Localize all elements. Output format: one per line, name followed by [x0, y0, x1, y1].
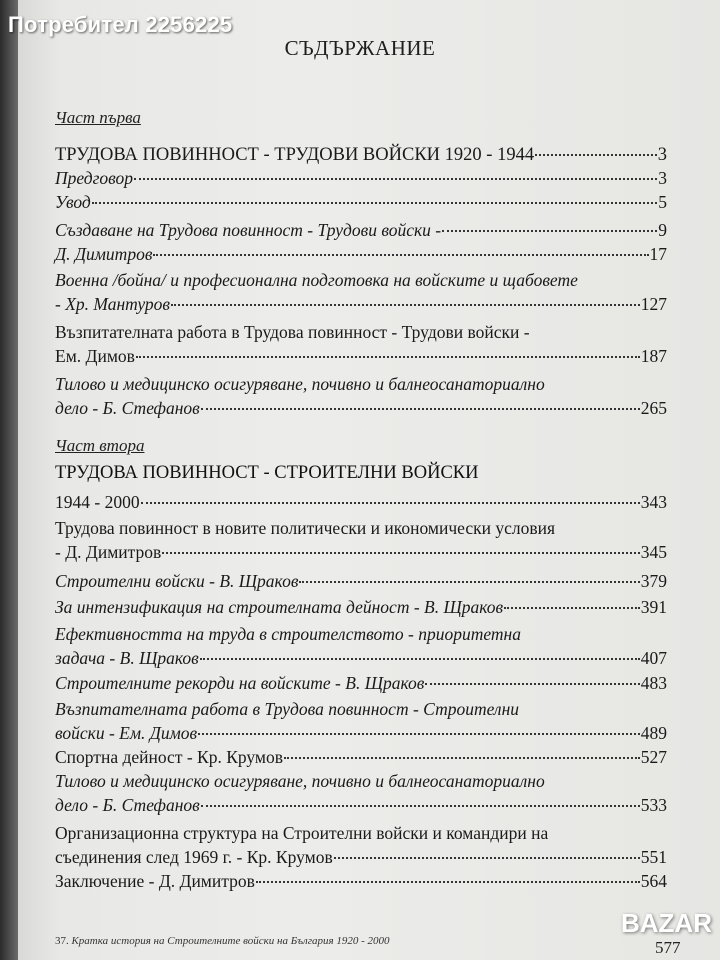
toc-entry-text: Строителни войски - В. Щраков: [55, 571, 299, 591]
toc-entry-text: дело - Б. Стефанов: [55, 795, 200, 815]
toc-line: [55, 396, 667, 420]
toc-line: [55, 242, 667, 266]
toc-entry-text: Предговор: [55, 168, 134, 188]
toc-entry: [55, 745, 667, 769]
toc-entry-text: Ефективността на труда в строителството - приоритетна: [55, 624, 521, 644]
leader-dots: [171, 304, 640, 306]
toc-entry: [55, 490, 667, 514]
toc-entry-text: Създаване на Трудова повинност - Трудови войски -: [55, 220, 442, 240]
toc-page-number: 17: [649, 244, 667, 264]
toc-page-number: 5: [658, 192, 667, 212]
toc-line: [55, 721, 667, 745]
toc-line: [55, 292, 667, 316]
toc-line: [55, 845, 667, 869]
toc-line: [55, 490, 667, 514]
toc-page-number: 533: [640, 795, 667, 815]
toc-entry-text: Строителните рекорди на войските - В. Щраков: [55, 673, 425, 693]
toc-entry-text: Д. Димитров: [55, 244, 153, 264]
toc-page-number: 407: [640, 648, 667, 668]
leader-dots: [201, 805, 640, 807]
leader-dots: [334, 857, 640, 859]
page-footer: 37. Кратка история на Строителните войски на България 1920 - 2000: [55, 935, 390, 947]
leader-dots: [442, 230, 657, 232]
toc-entry: [55, 218, 667, 242]
toc-line: [55, 671, 667, 695]
toc-entry-text: Увод: [55, 192, 91, 212]
toc-line: [55, 372, 667, 396]
toc-entry-text: съединения след 1969 г. - Кр. Крумов: [55, 847, 333, 867]
leader-dots: [284, 757, 640, 759]
leader-dots: [162, 552, 639, 554]
toc-line: [55, 166, 667, 190]
toc-entry-text: 1944 - 2000: [55, 492, 140, 512]
bazar-logo: BAZAR: [621, 908, 712, 938]
leader-dots: [136, 356, 640, 358]
toc-line: [55, 268, 667, 292]
toc-entry: [55, 372, 667, 420]
toc-entry: [55, 697, 667, 745]
toc-entry-text: Тилово и медицинско осигуряване, почивно и балнеосанаториално: [55, 771, 545, 791]
toc-line: [55, 218, 667, 242]
toc-line: [55, 821, 667, 845]
toc-entry-text: Ем. Димов: [55, 346, 135, 366]
toc-entry-text: Тилово и медицинско осигуряване, почивно и балнеосанаториално: [55, 374, 545, 394]
leader-dots: [201, 408, 640, 410]
leader-dots: [425, 683, 639, 685]
part-one-label: Част първа: [55, 108, 141, 127]
toc-entry-text: Възпитателната работа в Трудова повинност - Строителни: [55, 699, 519, 719]
toc-line: [55, 745, 667, 769]
toc-entry-text: Спортна дейност - Кр. Крумов: [55, 747, 284, 767]
toc-line: [55, 646, 667, 670]
toc-entry-text: - Д. Димитров: [55, 542, 162, 562]
toc-page-number: 265: [640, 398, 667, 418]
toc-entry: [55, 869, 667, 893]
leader-dots: [153, 254, 648, 256]
toc-entry-text: задача - В. Щраков: [55, 648, 199, 668]
leader-dots: [92, 202, 658, 204]
toc-entry-text: Организационна структура на Строителни войски и командири на: [55, 823, 549, 843]
toc-page-number: 527: [640, 747, 667, 767]
toc-page-number: 3: [658, 168, 667, 188]
toc-page-number: 187: [640, 346, 667, 366]
leader-dots: [198, 733, 640, 735]
toc-entry: [55, 516, 667, 564]
toc-page-number: 127: [640, 294, 667, 314]
toc-entry: [55, 166, 667, 190]
toc-line: [55, 697, 667, 721]
toc-line: [55, 769, 667, 793]
toc-entry: [55, 769, 667, 817]
toc-entry-text: Трудова повинност в новите политически и икономически условия: [55, 518, 556, 538]
toc-entry: [55, 320, 667, 368]
toc-entry: [55, 821, 667, 869]
part-two-label: Част втора: [55, 436, 145, 455]
toc-page-number: 345: [640, 542, 667, 562]
page-number: 577: [655, 938, 681, 957]
toc-entry-text: дело - Б. Стефанов: [55, 398, 200, 418]
toc-entry: [55, 268, 667, 316]
toc-page-number: 343: [640, 492, 667, 512]
toc-line: [55, 793, 667, 817]
toc-line: [55, 869, 667, 893]
leader-dots: [504, 607, 640, 609]
toc-line: [55, 569, 667, 593]
toc-line: [55, 540, 667, 564]
toc-entry-text: Заключение - Д. Димитров: [55, 871, 255, 891]
toc-entry-text: - Хр. Мантуров: [55, 294, 170, 314]
user-watermark: Потребител 2256225: [8, 12, 233, 37]
toc-entry-text: За интензификация на строителната дейност - В. Щраков: [55, 597, 504, 617]
toc-entry-text: Възпитателната работа в Трудова повинност - Трудови войски -: [55, 322, 530, 342]
toc-line: [55, 622, 667, 646]
toc-page-number: 564: [640, 871, 667, 891]
toc-line: [55, 344, 667, 368]
toc-page-number: 489: [640, 723, 667, 743]
part-one-title: ТРУДОВА ПОВИННОСТ - ТРУДОВИ ВОЙСКИ 1920 - 1944 3: [55, 145, 667, 165]
leader-dots: [299, 581, 639, 583]
toc-page-number: 391: [640, 597, 667, 617]
leader-dots: [141, 502, 640, 504]
toc-line: [55, 190, 667, 214]
toc-entry-text: войски - Ем. Димов: [55, 723, 198, 743]
leader-dots: [134, 178, 657, 180]
toc-page-number: 9: [658, 220, 667, 240]
toc-page-number: 379: [640, 571, 667, 591]
page-title: СЪДЪРЖАНИЕ: [284, 36, 436, 60]
toc-line: [55, 320, 667, 344]
leader-dots: [256, 881, 640, 883]
toc-entry: [55, 569, 667, 593]
toc-entry: [55, 190, 667, 214]
toc-page-number: 483: [640, 673, 667, 693]
toc-entry: [55, 242, 667, 266]
toc-page-number: 551: [640, 847, 667, 867]
toc-entry: [55, 595, 667, 619]
part-two-title: ТРУДОВА ПОВИННОСТ - СТРОИТЕЛНИ ВОЙСКИ: [55, 463, 479, 483]
toc-entry: [55, 671, 667, 695]
toc-entry: [55, 622, 667, 670]
leader-dots: [200, 658, 640, 660]
page-left-shadow: [0, 0, 18, 960]
toc-line: [55, 595, 667, 619]
toc-entry-text: Военна /бойна/ и професионална подготовка на войските и щабовете: [55, 270, 578, 290]
toc-line: [55, 516, 667, 540]
